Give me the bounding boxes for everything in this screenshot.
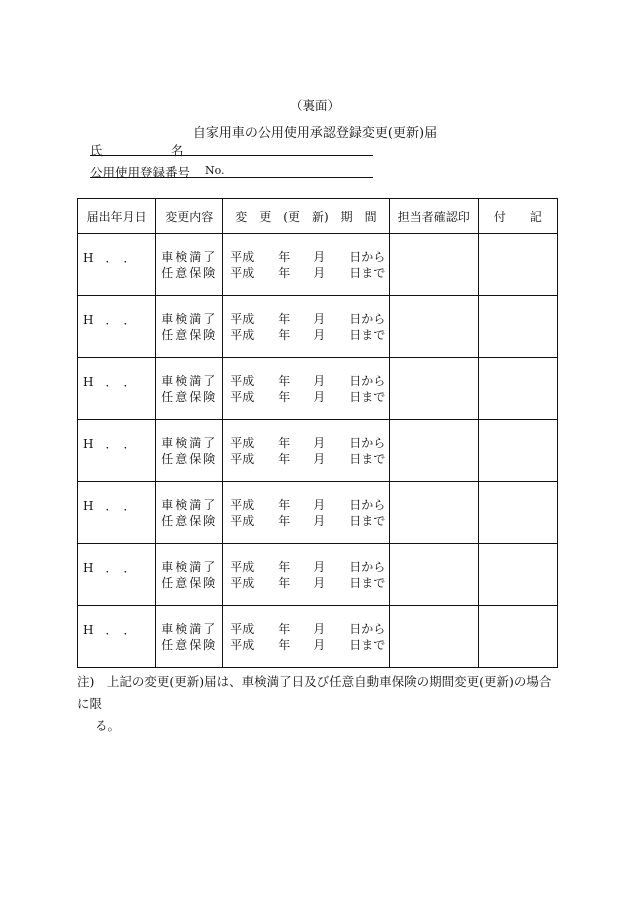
page-heading: （裏面） [289, 98, 340, 113]
table-row [78, 296, 558, 358]
header-change-type: 変更内容 [156, 199, 223, 234]
footnote-line-1: 注) 上記の変更(更新)届は、車検満了日及び任意自動車保険の期間変更(更新)の場合に限 [77, 674, 552, 711]
period-end [223, 327, 388, 343]
type-insurance: 任意保険 [161, 575, 218, 590]
form-title: 自家用車の公用使用承認登録変更(更新)届 [192, 126, 438, 141]
period-end [223, 575, 388, 591]
period-month: 月 [313, 435, 326, 450]
notes-cell[interactable] [478, 482, 557, 544]
period-cell[interactable] [223, 482, 389, 544]
notes-cell[interactable] [478, 544, 557, 606]
period-year: 年 [278, 249, 291, 264]
period-year: 年 [278, 451, 291, 466]
period-cell[interactable] [223, 234, 389, 296]
type-inspection: 車検満了 [161, 621, 218, 636]
notes-cell[interactable] [478, 234, 557, 296]
period-day: 日から [349, 249, 386, 264]
date-value: H ． ． [83, 312, 136, 327]
confirmation-seal-cell[interactable] [389, 234, 478, 296]
period-year: 年 [278, 637, 291, 652]
type-insurance: 任意保険 [161, 513, 218, 528]
period-day: 日まで [349, 575, 386, 590]
notes-cell[interactable] [478, 420, 557, 482]
change-type-cell [156, 544, 223, 606]
period-day: 日から [349, 435, 386, 450]
period-era: 平成 [230, 389, 255, 404]
period-day: 日から [349, 621, 386, 636]
type-inspection: 車検満了 [161, 559, 218, 574]
period-start [223, 249, 388, 265]
period-day: 日まで [349, 451, 386, 466]
record-table [77, 198, 558, 668]
period-era: 平成 [230, 265, 255, 280]
period-day: 日から [349, 373, 386, 388]
type-inspection: 車検満了 [161, 249, 218, 264]
confirmation-seal-cell[interactable] [389, 482, 478, 544]
period-year: 年 [278, 559, 291, 574]
period-start [223, 435, 388, 451]
header-period: 変 更 (更 新) 期 間 [223, 199, 389, 234]
date-value: H ． ． [83, 436, 136, 451]
period-era: 平成 [230, 497, 255, 512]
registration-no-label: No. [205, 164, 225, 177]
date-value: H ． ． [83, 622, 136, 637]
period-era: 平成 [230, 575, 255, 590]
period-day: 日まで [349, 327, 386, 342]
period-year: 年 [278, 311, 291, 326]
period-cell[interactable] [223, 420, 389, 482]
period-era: 平成 [230, 621, 255, 636]
period-year: 年 [278, 497, 291, 512]
period-start [223, 497, 388, 513]
table-row [78, 544, 558, 606]
type-insurance: 任意保険 [161, 451, 218, 466]
period-era: 平成 [230, 373, 255, 388]
notes-cell[interactable] [478, 296, 557, 358]
period-month: 月 [313, 513, 326, 528]
confirmation-seal-cell[interactable] [389, 296, 478, 358]
period-era: 平成 [230, 637, 255, 652]
change-type-cell [156, 606, 223, 668]
type-inspection: 車検満了 [161, 311, 218, 326]
period-month: 月 [313, 311, 326, 326]
table-row [78, 606, 558, 668]
period-month: 月 [313, 249, 326, 264]
period-era: 平成 [230, 311, 255, 326]
change-type-cell [156, 482, 223, 544]
header-notes: 付 記 [478, 199, 557, 234]
period-year: 年 [278, 373, 291, 388]
footnote [77, 671, 562, 737]
date-cell[interactable] [78, 420, 156, 482]
period-end [223, 389, 388, 405]
period-end [223, 451, 388, 467]
period-end [223, 513, 388, 529]
period-era: 平成 [230, 249, 255, 264]
change-type-cell [156, 234, 223, 296]
date-cell[interactable] [78, 544, 156, 606]
period-era: 平成 [230, 451, 255, 466]
period-day: 日から [349, 559, 386, 574]
notes-cell[interactable] [478, 358, 557, 420]
period-month: 月 [313, 637, 326, 652]
date-cell[interactable] [78, 358, 156, 420]
date-value: H ． ． [83, 250, 136, 265]
period-day: 日まで [349, 265, 386, 280]
period-era: 平成 [230, 559, 255, 574]
period-end [223, 637, 388, 653]
period-month: 月 [313, 327, 326, 342]
confirmation-seal-cell[interactable] [389, 606, 478, 668]
period-era: 平成 [230, 327, 255, 342]
period-month: 月 [313, 559, 326, 574]
period-month: 月 [313, 389, 326, 404]
footnote-line-2: る。 [95, 718, 121, 733]
name-label-1: 氏 [90, 143, 103, 158]
period-start [223, 559, 388, 575]
period-month: 月 [313, 621, 326, 636]
period-year: 年 [278, 513, 291, 528]
period-start [223, 311, 388, 327]
period-cell[interactable] [223, 544, 389, 606]
period-month: 月 [313, 373, 326, 388]
period-day: 日から [349, 311, 386, 326]
period-era: 平成 [230, 513, 255, 528]
date-value: H ． ． [83, 498, 136, 513]
date-cell[interactable] [78, 234, 156, 296]
period-day: 日から [349, 497, 386, 512]
period-start [223, 373, 388, 389]
confirmation-seal-cell[interactable] [389, 544, 478, 606]
period-month: 月 [313, 265, 326, 280]
period-day: 日まで [349, 637, 386, 652]
period-cell[interactable] [223, 606, 389, 668]
type-inspection: 車検満了 [161, 497, 218, 512]
table-row [78, 420, 558, 482]
period-era: 平成 [230, 435, 255, 450]
period-cell[interactable] [223, 358, 389, 420]
period-year: 年 [278, 435, 291, 450]
header-date: 届出年月日 [78, 199, 156, 234]
header-confirmation-seal: 担当者確認印 [389, 199, 478, 234]
period-day: 日まで [349, 389, 386, 404]
type-insurance: 任意保険 [161, 637, 218, 652]
period-month: 月 [313, 575, 326, 590]
period-month: 月 [313, 451, 326, 466]
date-value: H ． ． [83, 560, 136, 575]
date-cell[interactable] [78, 296, 156, 358]
type-inspection: 車検満了 [161, 373, 218, 388]
name-field[interactable] [90, 141, 373, 156]
table-row [78, 358, 558, 420]
period-year: 年 [278, 389, 291, 404]
type-insurance: 任意保険 [161, 389, 218, 404]
registration-label: 公用使用登録番号 [90, 165, 191, 180]
period-year: 年 [278, 265, 291, 280]
date-value: H ． ． [83, 374, 136, 389]
change-type-cell [156, 420, 223, 482]
period-year: 年 [278, 327, 291, 342]
type-insurance: 任意保険 [161, 265, 218, 280]
type-insurance: 任意保険 [161, 327, 218, 342]
change-type-cell [156, 296, 223, 358]
period-end [223, 265, 388, 281]
period-cell[interactable] [223, 296, 389, 358]
table-row [78, 482, 558, 544]
registration-number-field[interactable] [90, 163, 373, 178]
change-type-cell [156, 358, 223, 420]
date-cell[interactable] [78, 606, 156, 668]
period-day: 日まで [349, 513, 386, 528]
period-year: 年 [278, 621, 291, 636]
name-label-2: 名 [171, 143, 184, 158]
confirmation-seal-cell[interactable] [389, 358, 478, 420]
table-header-row [78, 199, 558, 234]
period-start [223, 621, 388, 637]
table-row [78, 234, 558, 296]
period-month: 月 [313, 497, 326, 512]
period-year: 年 [278, 575, 291, 590]
notes-cell[interactable] [478, 606, 557, 668]
confirmation-seal-cell[interactable] [389, 420, 478, 482]
date-cell[interactable] [78, 482, 156, 544]
type-inspection: 車検満了 [161, 435, 218, 450]
